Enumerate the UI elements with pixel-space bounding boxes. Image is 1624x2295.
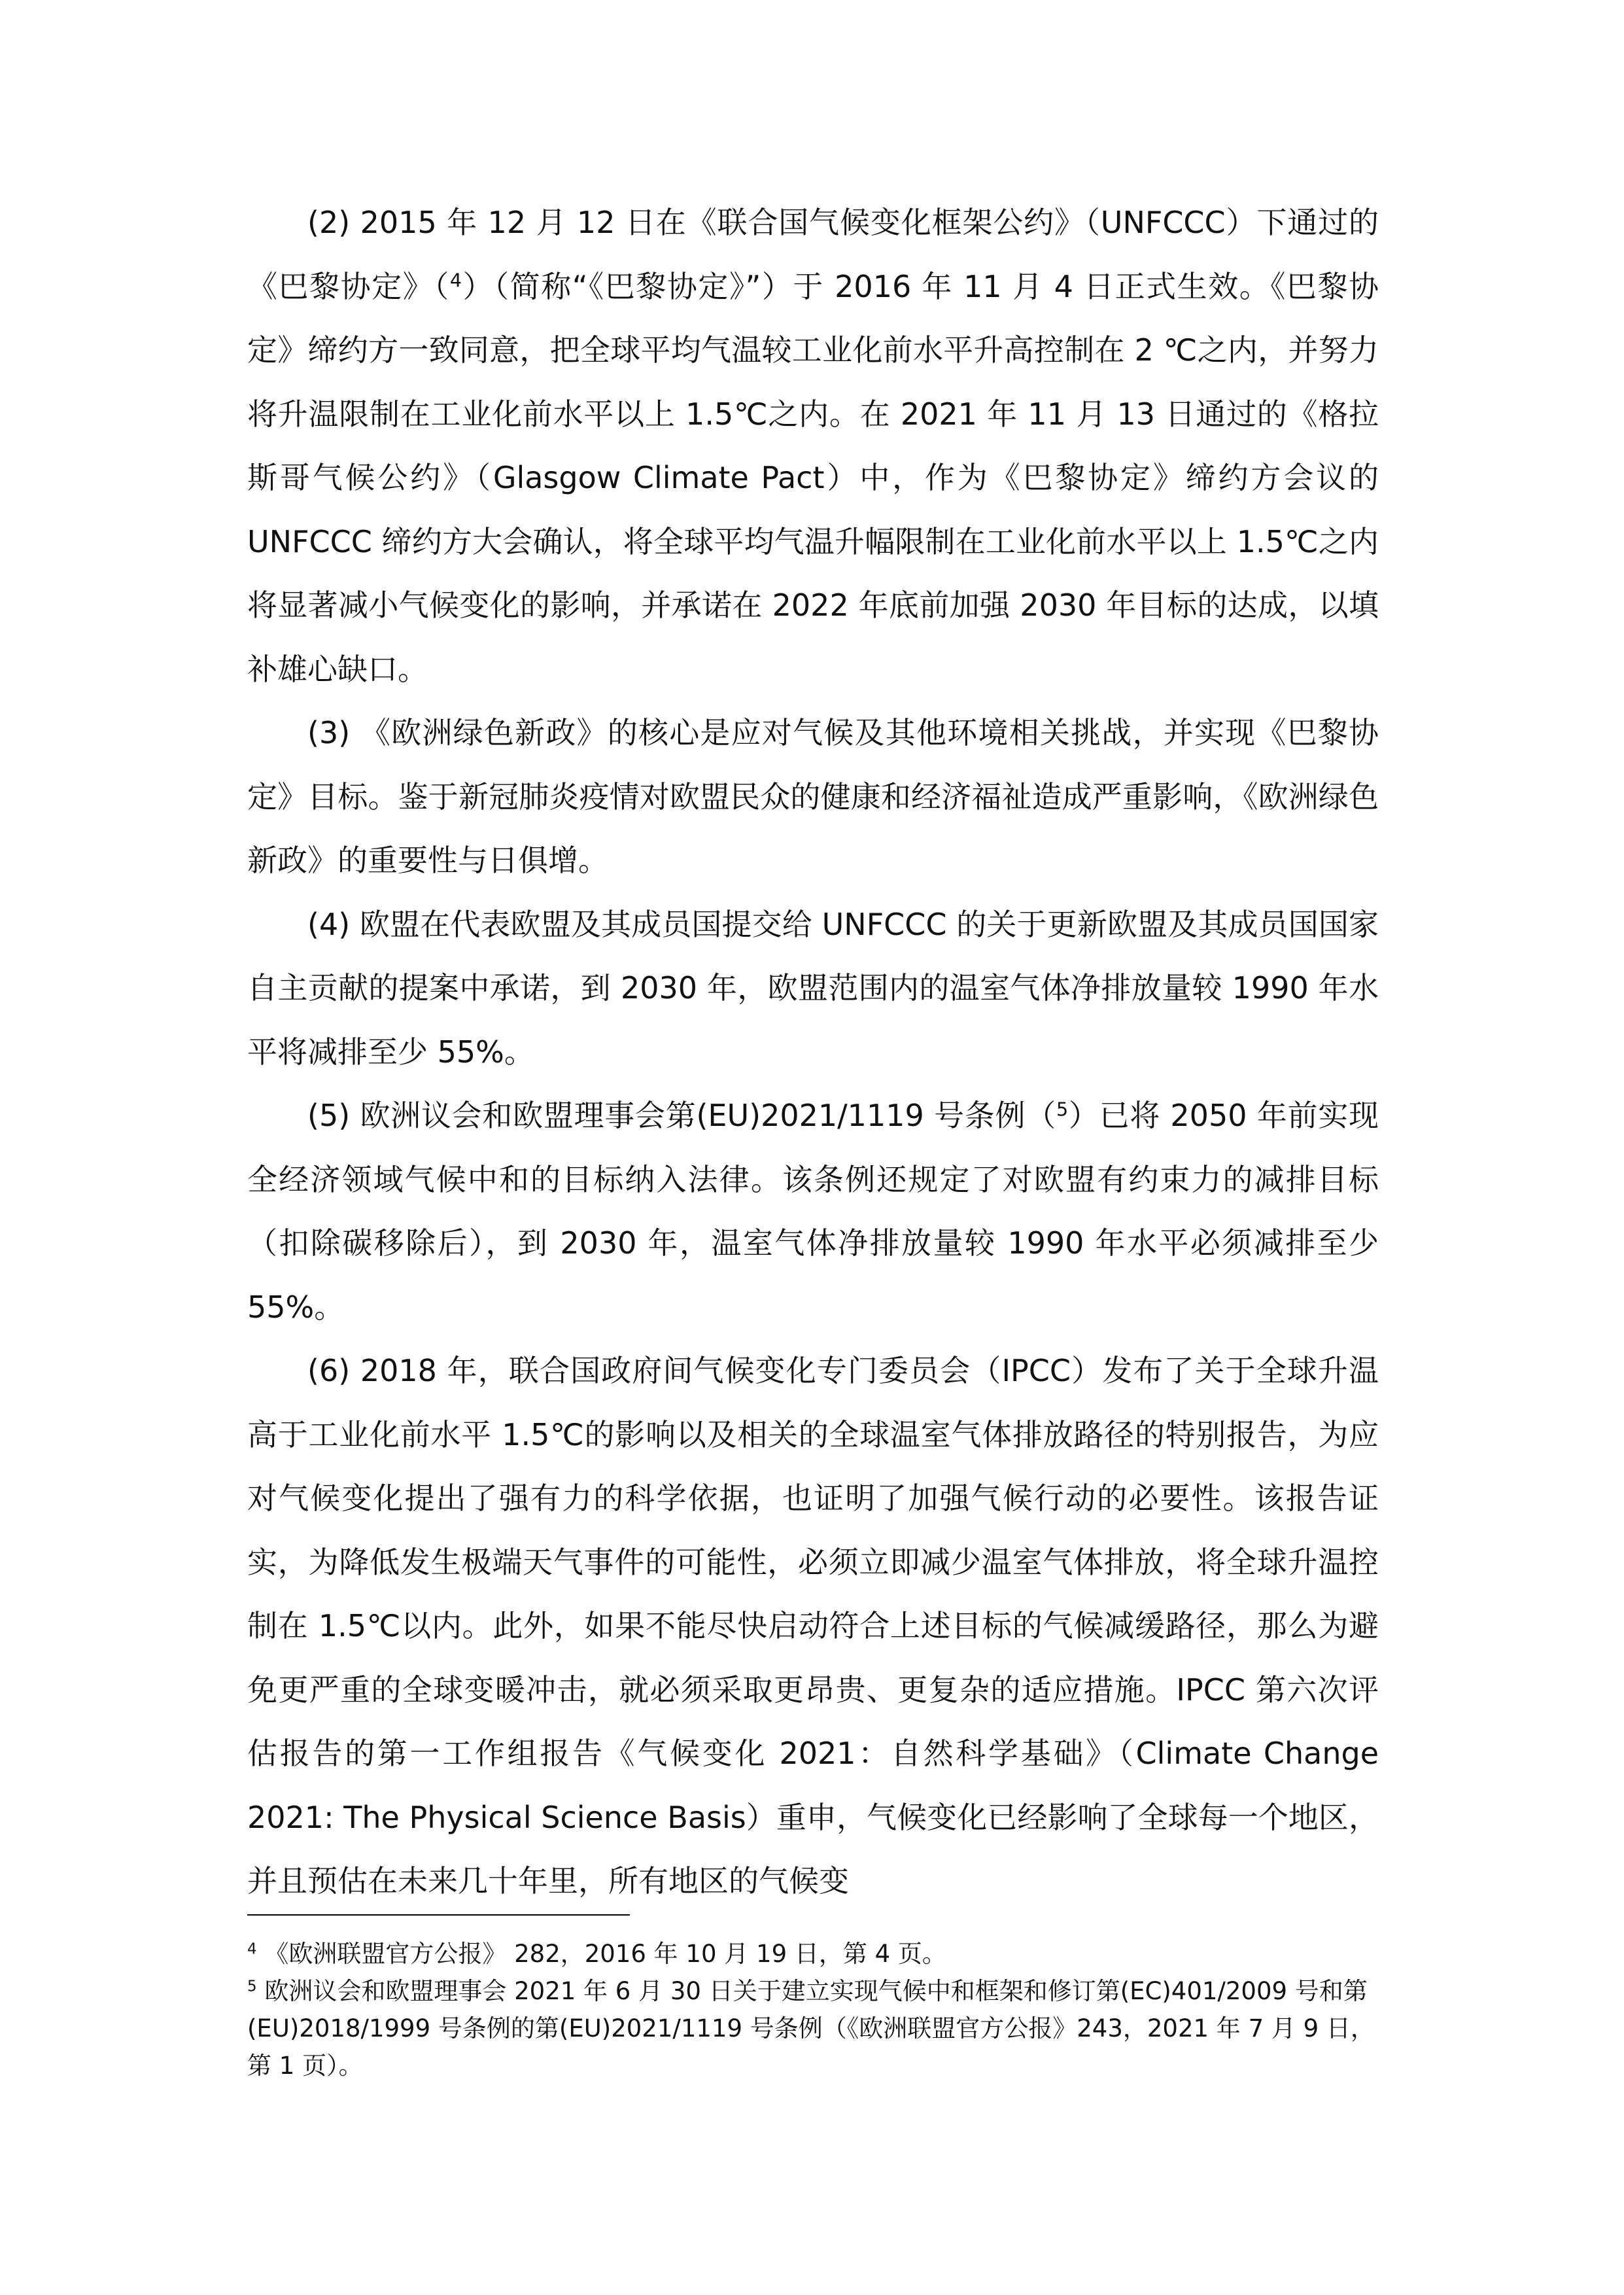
footnote-ref-5[interactable]: 5 bbox=[1056, 1098, 1069, 1121]
footnote-separator bbox=[247, 1914, 630, 1916]
footnote-number: 5 bbox=[247, 1978, 257, 1995]
paragraph-2-text-a: (2) 2015 年 12 月 12 日在《联合国气候变化框架公约》（UNFCCC）下通过的《巴黎协定》（ bbox=[247, 205, 1379, 304]
footnote-ref-4[interactable]: 4 bbox=[449, 269, 462, 291]
paragraph-5-text-b: ）已将 2050 年前实现全经济领域气候中和的目标纳入法律。该条例还规定了对欧盟有约束力的减排目标（扣除碳移除后），到 2030 年，温室气体净排放量较 1990 年水平必须减排至少 55%。 bbox=[247, 1098, 1379, 1325]
paragraph-5 bbox=[247, 1084, 1379, 1339]
footnotes bbox=[247, 1935, 1379, 2084]
footnote-text: 欧洲议会和欧盟理事会 2021 年 6 月 30 日关于建立实现气候中和框架和修订第(EC)401/2009 号和第(EU)2018/1999 号条例的第(EU)2021/1119 号条例（《欧洲联盟官方公报》243，2021 年 7 月 9 日，第 1 页）。 bbox=[247, 1977, 1375, 2080]
paragraph-6: (6) 2018 年，联合国政府间气候变化专门委员会（IPCC）发布了关于全球升温高于工业化前水平 1.5℃的影响以及相关的全球温室气体排放路径的特别报告，为应对气候变化提出了强有力的科学依据，也证明了加强气候行动的必要性。该报告证实，为降低发生极端天气事件的可能性，必须立即减少温室气体排放，将全球升温控制在 1.5℃以内。此外，如果不能尽快启动符合上述目标的气候减缓路径，那么为避免更严重的全球变暖冲击，就必须采取更昂贵、更复杂的适应措施。IPCC 第六次评估报告的第一工作组报告《气候变化 2021：自然科学基础》（Climate Change 2021: The Physical Science Basis）重申，气候变化已经影响了全球每一个地区，并且预估在未来几十年里，所有地区的气候变 bbox=[247, 1353, 1379, 1899]
body-text bbox=[247, 191, 1379, 1914]
paragraph-2 bbox=[247, 191, 1379, 701]
paragraph-2-text-b: ）（简称“《巴黎协定》”）于 2016 年 11 月 4 日正式生效。《巴黎协定》缔约方一致同意，把全球平均气温较工业化前水平升高控制在 2 ℃之内，并努力将升温限制在工业化前水平以上 1.5℃之内。在 2021 年 11 月 13 日通过的《格拉斯哥气候公约》（Glasgow Climate Pact）中，作为《巴黎协定》缔约方会议的 UNFCCC 缔约方大会确认，将全球平均气温升幅限制在工业化前水平以上 1.5℃之内将显著减小气候变化的影响，并承诺在 2022 年底前加强 2030 年目标的达成，以填补雄心缺口。 bbox=[247, 268, 1379, 687]
footnote-5 bbox=[247, 1972, 1379, 2084]
paragraph-4: (4) 欧盟在代表欧盟及其成员国提交给 UNFCCC 的关于更新欧盟及其成员国国家自主贡献的提案中承诺，到 2030 年，欧盟范围内的温室气体净排放量较 1990 年水平将减排至少 55%。 bbox=[247, 906, 1379, 1070]
footnote-number: 4 bbox=[247, 1940, 257, 1958]
footnote-text: 《欧洲联盟官方公报》 282，2016 年 10 月 19 日，第 4 页。 bbox=[256, 1940, 946, 1968]
paragraph-3: (3) 《欧洲绿色新政》的核心是应对气候及其他环境相关挑战，并实现《巴黎协定》目标。鉴于新冠肺炎疫情对欧盟民众的健康和经济福祉造成严重影响，《欧洲绿色新政》的重要性与日俱增。 bbox=[247, 715, 1379, 878]
paragraph-5-text-a: (5) 欧洲议会和欧盟理事会第(EU)2021/1119 号条例（ bbox=[307, 1098, 1056, 1133]
footnote-4 bbox=[247, 1935, 1379, 1972]
